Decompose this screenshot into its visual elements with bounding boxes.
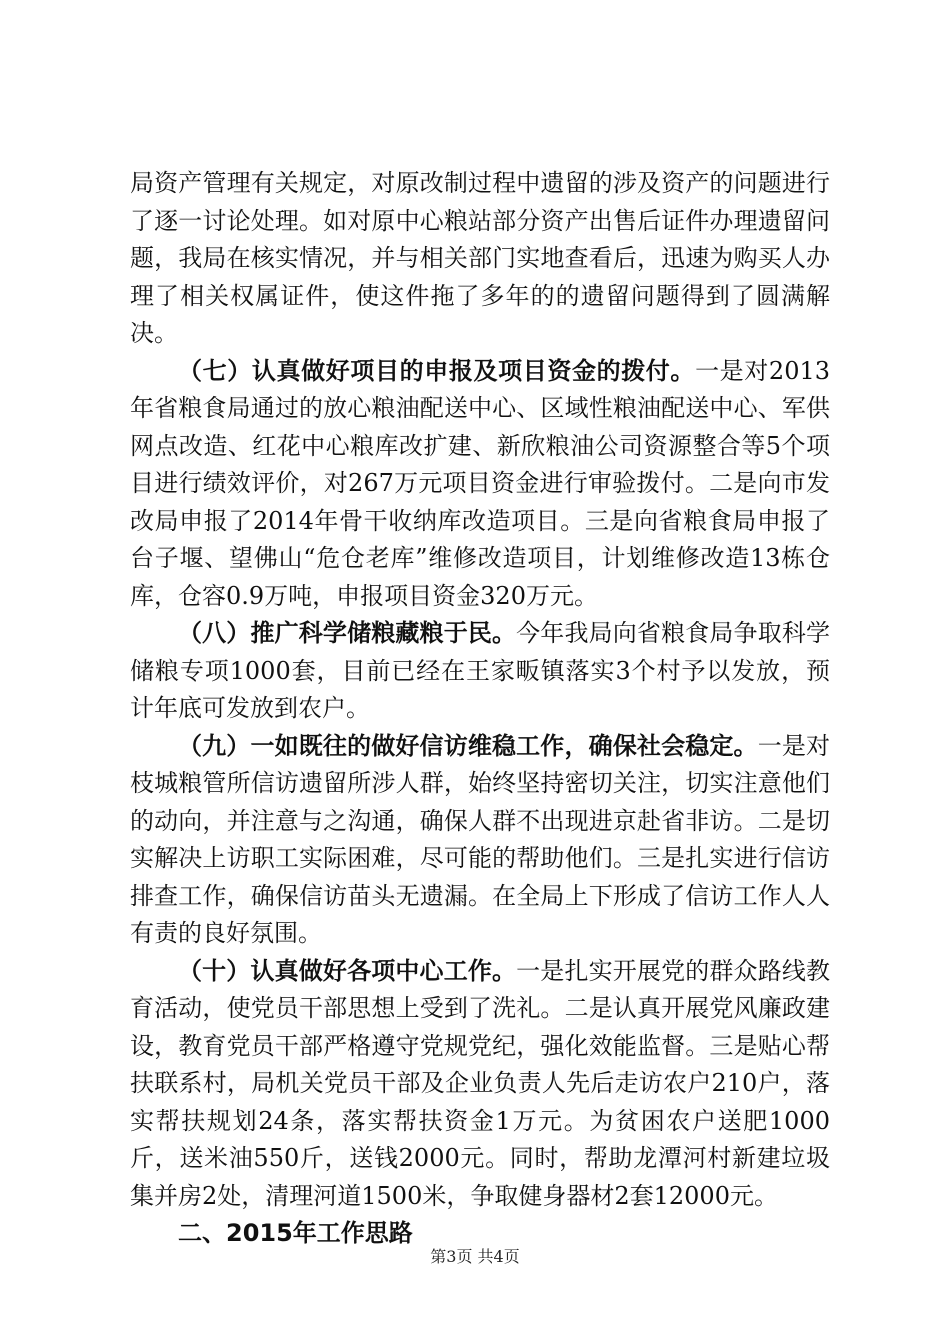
paragraph-central-work bbox=[130, 953, 830, 1216]
section-heading-8: （八）推广科学储粮藏粮于民。 bbox=[178, 619, 517, 647]
paragraph-text: 一是扎实开展党的群众路线教育活动，使党员干部思想上受到了洗礼。二是认真开展党风廉政建设，教育党员干部严格遵守党规党纪，强化效能监督。三是贴心帮扶联系村，局机关党员干部及企业负责人先后走访农户210户，落实帮扶规划24条，落实帮扶资金1万元。为贫困农户送肥1000斤，送米油550斤，送钱2000元。同时，帮助龙潭河村新建垃圾集并房2处，清理河道1500米，争取健身器材2套12000元。 bbox=[130, 956, 831, 1210]
paragraph-petition-stability bbox=[130, 728, 830, 953]
paragraph-project-funding bbox=[130, 353, 830, 616]
paragraph-grain-storage bbox=[130, 615, 830, 728]
page-number-footer: 第3页 共4页 bbox=[430, 1247, 520, 1266]
paragraph-asset-management bbox=[130, 165, 830, 353]
section-heading-7: （七）认真做好项目的申报及项目资金的拨付。 bbox=[178, 356, 696, 385]
paragraph-text: 一是对2013年省粮食局通过的放心粮油配送中心、区域性粮油配送中心、军供网点改造、红花中心粮库改扩建、新欣粮油公司资源整合等5个项目进行绩效评价，对267万元项目资金进行审验拨付。二是向市发改局申报了2014年骨干收纳库改造项目。三是向省粮食局申报了台子堰、望佛山“危仓老库”维修改造项目，计划维修改造13栋仓库，仓容0.9万吨，申报项目资金320万元。 bbox=[130, 356, 831, 610]
paragraph-text: 今年我局向省粮食局争取科学储粮专项1000套，目前已经在王家畈镇落实3个村予以发放，预计年底可发放到农户。 bbox=[130, 619, 831, 722]
section-heading-2015: 二、2015年工作思路 bbox=[178, 1219, 413, 1247]
section-heading-9: （九）一如既往的做好信访维稳工作，确保社会稳定。 bbox=[178, 731, 758, 760]
paragraph-text: 一是对枝城粮管所信访遗留所涉人群，始终坚持密切关注，切实注意他们的动向，并注意与之沟通，确保人群不出现进京赴省非访。二是切实解决上访职工实际困难，尽可能的帮助他们。三是扎实进行信访排查工作，确保信访苗头无遗漏。在全局上下形成了信访工作人人有责的良好氛围。 bbox=[130, 731, 831, 947]
paragraph-text: 局资产管理有关规定，对原改制过程中遗留的涉及资产的问题进行了逐一讨论处理。如对原中心粮站部分资产出售后证件办理遗留问题，我局在核实情况，并与相关部门实地查看后，迅速为购买人办理了相关权属证件，使这件拖了多年的的遗留问题得到了圆满解决。 bbox=[130, 169, 830, 347]
document-body bbox=[130, 165, 830, 1253]
section-heading-10: （十）认真做好各项中心工作。 bbox=[178, 956, 517, 985]
